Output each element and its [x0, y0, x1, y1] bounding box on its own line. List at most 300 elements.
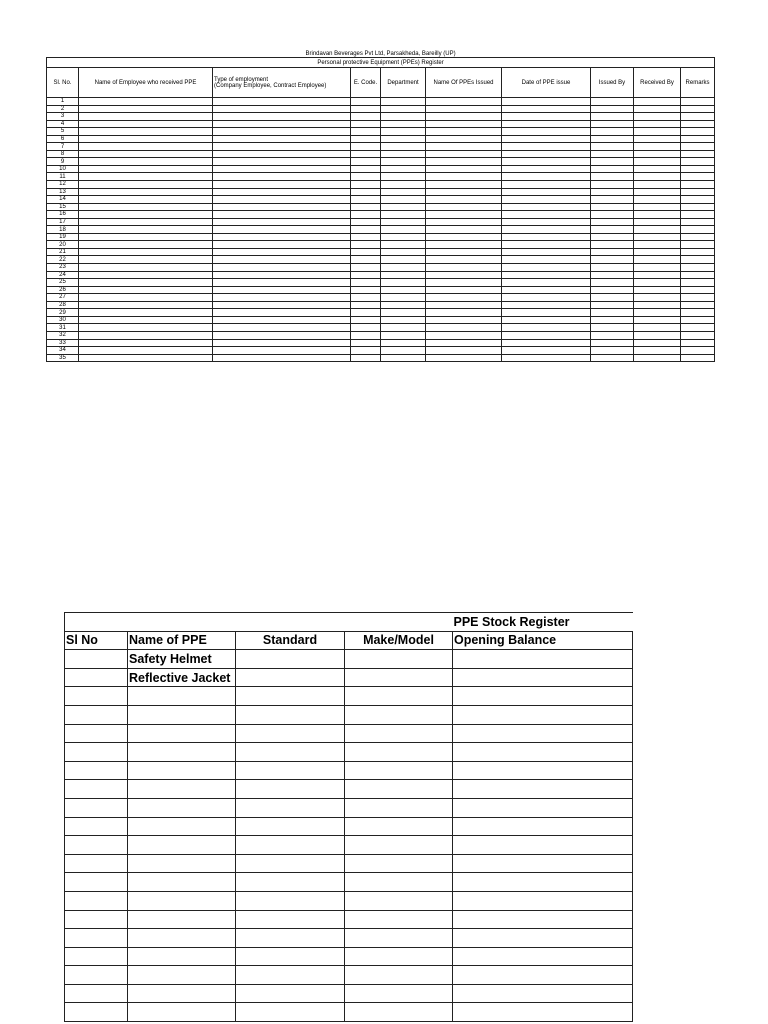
table-cell [213, 165, 351, 173]
table-cell [681, 173, 715, 181]
table-cell [681, 188, 715, 196]
table-cell [79, 165, 213, 173]
table-cell [634, 248, 681, 256]
table-cell [65, 705, 128, 724]
table-cell [502, 316, 591, 324]
row-serial: 4 [47, 120, 79, 128]
table-cell [453, 1003, 633, 1022]
table-cell [381, 120, 426, 128]
table-cell [79, 248, 213, 256]
table-cell [351, 286, 381, 294]
table-cell [591, 211, 634, 219]
table-cell [381, 173, 426, 181]
table-cell [502, 173, 591, 181]
table-cell [345, 947, 453, 966]
table-cell [591, 135, 634, 143]
ppe-item-name: Reflective Jacket [128, 668, 236, 687]
table-cell [79, 271, 213, 279]
table-cell [79, 264, 213, 272]
table-cell [502, 165, 591, 173]
table-row [65, 780, 633, 799]
table-row [65, 1003, 633, 1022]
table-cell [426, 294, 502, 302]
table-cell [502, 309, 591, 317]
table-cell [381, 233, 426, 241]
table-cell [79, 331, 213, 339]
table-cell [426, 120, 502, 128]
table-cell [79, 98, 213, 106]
table-cell [681, 196, 715, 204]
table-cell [345, 761, 453, 780]
table-cell [351, 279, 381, 287]
row-serial: 11 [47, 173, 79, 181]
table-cell [426, 196, 502, 204]
table-cell [236, 798, 345, 817]
table-cell [502, 347, 591, 355]
table-cell [381, 226, 426, 234]
table-cell [502, 98, 591, 106]
table-cell [128, 817, 236, 836]
row-serial: 14 [47, 196, 79, 204]
table-cell [381, 218, 426, 226]
row-serial: 1 [47, 98, 79, 106]
table-cell [681, 347, 715, 355]
table-cell [213, 105, 351, 113]
table-row [65, 929, 633, 948]
table-cell [591, 196, 634, 204]
table-cell [381, 294, 426, 302]
table-cell [79, 347, 213, 355]
table-cell [65, 668, 128, 687]
table-row [47, 331, 715, 339]
ppe-item-name: Safety Helmet [128, 650, 236, 669]
table-cell [351, 165, 381, 173]
table-cell [591, 264, 634, 272]
table-cell [591, 339, 634, 347]
table-cell [381, 301, 426, 309]
table-row [47, 150, 715, 158]
table-cell [65, 947, 128, 966]
table-cell [236, 668, 345, 687]
table-cell [128, 780, 236, 799]
table-cell [681, 316, 715, 324]
table-cell [65, 836, 128, 855]
table-cell [381, 354, 426, 362]
table-cell [502, 286, 591, 294]
table-cell [502, 294, 591, 302]
table-cell [453, 668, 633, 687]
table-cell [634, 158, 681, 166]
row-serial: 30 [47, 316, 79, 324]
table-cell [681, 248, 715, 256]
table-cell [426, 150, 502, 158]
table-cell [502, 150, 591, 158]
table-cell [345, 817, 453, 836]
table-cell [79, 105, 213, 113]
table-cell [634, 316, 681, 324]
table-cell [351, 301, 381, 309]
table-row [47, 294, 715, 302]
table-cell [502, 120, 591, 128]
row-serial: 3 [47, 113, 79, 121]
table-cell [79, 316, 213, 324]
table-cell [681, 279, 715, 287]
register-rows [47, 98, 715, 362]
table-cell [236, 780, 345, 799]
table-cell [502, 158, 591, 166]
table-cell [426, 218, 502, 226]
table-cell [351, 181, 381, 189]
table-cell [381, 309, 426, 317]
table-cell [65, 891, 128, 910]
table-row [47, 233, 715, 241]
table-cell [426, 98, 502, 106]
table-cell [634, 135, 681, 143]
table-cell [236, 966, 345, 985]
table-cell [591, 105, 634, 113]
table-cell [634, 211, 681, 219]
table-cell [213, 354, 351, 362]
table-cell [681, 113, 715, 121]
table-cell [381, 324, 426, 332]
table-cell [79, 135, 213, 143]
table-cell [426, 331, 502, 339]
row-serial: 19 [47, 233, 79, 241]
table-cell [236, 910, 345, 929]
table-cell [381, 331, 426, 339]
table-row [65, 854, 633, 873]
table-cell [502, 233, 591, 241]
table-cell [426, 241, 502, 249]
table-cell [236, 891, 345, 910]
table-cell [65, 966, 128, 985]
register-title: Personal protective Equipment (PPEs) Register [47, 58, 715, 68]
table-cell [213, 301, 351, 309]
row-serial: 7 [47, 143, 79, 151]
table-cell [426, 105, 502, 113]
table-cell [634, 339, 681, 347]
table-cell [381, 150, 426, 158]
row-serial: 24 [47, 271, 79, 279]
table-row [47, 135, 715, 143]
table-cell [351, 98, 381, 106]
table-cell [381, 286, 426, 294]
row-serial: 26 [47, 286, 79, 294]
table-cell [236, 705, 345, 724]
table-cell [681, 309, 715, 317]
table-cell [681, 331, 715, 339]
table-cell [426, 211, 502, 219]
table-cell [502, 105, 591, 113]
table-cell [591, 354, 634, 362]
table-cell [634, 113, 681, 121]
table-cell [381, 165, 426, 173]
table-cell [634, 181, 681, 189]
table-cell [351, 188, 381, 196]
table-row [47, 309, 715, 317]
stock-top-blank [236, 613, 345, 632]
table-cell [681, 233, 715, 241]
table-cell [381, 143, 426, 151]
table-cell [591, 233, 634, 241]
table-cell [634, 120, 681, 128]
row-serial: 18 [47, 226, 79, 234]
table-cell [502, 324, 591, 332]
col-department: Department [381, 68, 426, 98]
table-cell [236, 743, 345, 762]
table-cell [128, 705, 236, 724]
table-cell [236, 947, 345, 966]
table-cell [634, 188, 681, 196]
table-cell [351, 196, 381, 204]
table-cell [681, 286, 715, 294]
table-cell [79, 226, 213, 234]
table-cell [381, 158, 426, 166]
table-cell [213, 120, 351, 128]
table-cell [128, 873, 236, 892]
table-cell [634, 331, 681, 339]
table-row [65, 668, 633, 687]
table-cell [502, 211, 591, 219]
table-row [65, 817, 633, 836]
table-cell [213, 233, 351, 241]
table-row [47, 143, 715, 151]
table-cell [381, 241, 426, 249]
table-cell [79, 256, 213, 264]
table-cell [681, 98, 715, 106]
table-cell [128, 687, 236, 706]
table-cell [345, 984, 453, 1003]
table-cell [128, 798, 236, 817]
table-cell [634, 256, 681, 264]
table-cell [351, 324, 381, 332]
table-cell [213, 113, 351, 121]
table-cell [502, 354, 591, 362]
table-cell [213, 339, 351, 347]
table-cell [591, 294, 634, 302]
table-cell [426, 181, 502, 189]
row-serial: 21 [47, 248, 79, 256]
table-row [47, 324, 715, 332]
table-cell [502, 135, 591, 143]
table-row [65, 873, 633, 892]
table-cell [453, 687, 633, 706]
table-cell [351, 135, 381, 143]
table-cell [634, 309, 681, 317]
table-cell [65, 854, 128, 873]
table-cell [351, 354, 381, 362]
table-cell [634, 173, 681, 181]
table-cell [65, 780, 128, 799]
table-cell [213, 264, 351, 272]
row-serial: 34 [47, 347, 79, 355]
table-cell [502, 256, 591, 264]
table-cell [426, 128, 502, 136]
table-cell [79, 309, 213, 317]
table-cell [351, 248, 381, 256]
table-cell [128, 1003, 236, 1022]
table-cell [213, 196, 351, 204]
table-cell [65, 817, 128, 836]
table-cell [681, 120, 715, 128]
table-cell [502, 264, 591, 272]
table-cell [426, 324, 502, 332]
table-row [65, 836, 633, 855]
table-cell [634, 301, 681, 309]
table-row [47, 339, 715, 347]
table-cell [79, 279, 213, 287]
table-cell [351, 271, 381, 279]
table-cell [453, 873, 633, 892]
table-cell [351, 150, 381, 158]
table-cell [345, 1003, 453, 1022]
table-cell [236, 724, 345, 743]
table-cell [681, 211, 715, 219]
table-cell [453, 761, 633, 780]
table-cell [79, 286, 213, 294]
stock-title: PPE Stock Register [453, 613, 633, 632]
stock-top-blank [345, 613, 453, 632]
table-row [47, 203, 715, 211]
table-cell [213, 279, 351, 287]
table-cell [681, 271, 715, 279]
table-cell [381, 113, 426, 121]
table-cell [502, 301, 591, 309]
table-cell [591, 279, 634, 287]
table-cell [213, 188, 351, 196]
table-cell [453, 798, 633, 817]
row-serial: 6 [47, 135, 79, 143]
table-cell [65, 984, 128, 1003]
table-cell [128, 854, 236, 873]
table-cell [681, 158, 715, 166]
stock-col-standard: Standard [236, 631, 345, 650]
table-cell [426, 173, 502, 181]
table-cell [591, 347, 634, 355]
table-cell [213, 256, 351, 264]
table-row [47, 271, 715, 279]
table-cell [453, 929, 633, 948]
row-serial: 20 [47, 241, 79, 249]
table-cell [65, 743, 128, 762]
table-cell [79, 158, 213, 166]
row-serial: 35 [47, 354, 79, 362]
table-cell [213, 143, 351, 151]
table-cell [79, 113, 213, 121]
table-cell [681, 226, 715, 234]
table-cell [65, 761, 128, 780]
table-cell [351, 256, 381, 264]
table-cell [591, 181, 634, 189]
table-cell [381, 271, 426, 279]
table-cell [79, 354, 213, 362]
table-cell [634, 347, 681, 355]
table-cell [634, 354, 681, 362]
table-cell [128, 743, 236, 762]
table-cell [426, 165, 502, 173]
row-serial: 13 [47, 188, 79, 196]
table-cell [351, 113, 381, 121]
table-cell [79, 181, 213, 189]
table-row [65, 761, 633, 780]
table-cell [345, 724, 453, 743]
table-cell [79, 339, 213, 347]
table-cell [634, 294, 681, 302]
row-serial: 15 [47, 203, 79, 211]
table-cell [345, 743, 453, 762]
table-cell [213, 316, 351, 324]
stock-top-blank [128, 613, 236, 632]
table-cell [79, 241, 213, 249]
table-cell [213, 248, 351, 256]
table-cell [634, 105, 681, 113]
table-row [65, 798, 633, 817]
table-cell [213, 218, 351, 226]
table-cell [681, 324, 715, 332]
table-cell [381, 98, 426, 106]
table-cell [79, 324, 213, 332]
row-serial: 31 [47, 324, 79, 332]
table-cell [351, 143, 381, 151]
table-row [47, 158, 715, 166]
table-row [65, 650, 633, 669]
table-cell [79, 203, 213, 211]
table-cell [591, 331, 634, 339]
table-cell [634, 150, 681, 158]
table-cell [351, 128, 381, 136]
table-cell [351, 158, 381, 166]
table-cell [381, 128, 426, 136]
table-cell [453, 966, 633, 985]
col-ppe-issued: Name Of PPEs Issued [426, 68, 502, 98]
table-cell [426, 158, 502, 166]
table-cell [426, 354, 502, 362]
table-cell [634, 226, 681, 234]
table-cell [591, 120, 634, 128]
table-cell [79, 211, 213, 219]
table-cell [381, 339, 426, 347]
table-cell [65, 724, 128, 743]
table-cell [591, 203, 634, 211]
table-cell [351, 105, 381, 113]
table-cell [681, 256, 715, 264]
table-row [47, 279, 715, 287]
table-cell [681, 150, 715, 158]
table-row [65, 966, 633, 985]
table-cell [381, 196, 426, 204]
table-cell [351, 264, 381, 272]
table-cell [591, 248, 634, 256]
table-cell [351, 294, 381, 302]
table-row [47, 286, 715, 294]
table-cell [591, 271, 634, 279]
row-serial: 27 [47, 294, 79, 302]
col-sl-no: Sl. No. [47, 68, 79, 98]
table-cell [213, 331, 351, 339]
table-cell [502, 279, 591, 287]
table-cell [381, 316, 426, 324]
stock-col-name: Name of PPE [128, 631, 236, 650]
table-cell [213, 98, 351, 106]
table-cell [236, 836, 345, 855]
table-cell [634, 264, 681, 272]
table-cell [591, 165, 634, 173]
table-cell [591, 150, 634, 158]
table-cell [591, 226, 634, 234]
table-row [47, 226, 715, 234]
table-cell [681, 135, 715, 143]
table-cell [502, 226, 591, 234]
